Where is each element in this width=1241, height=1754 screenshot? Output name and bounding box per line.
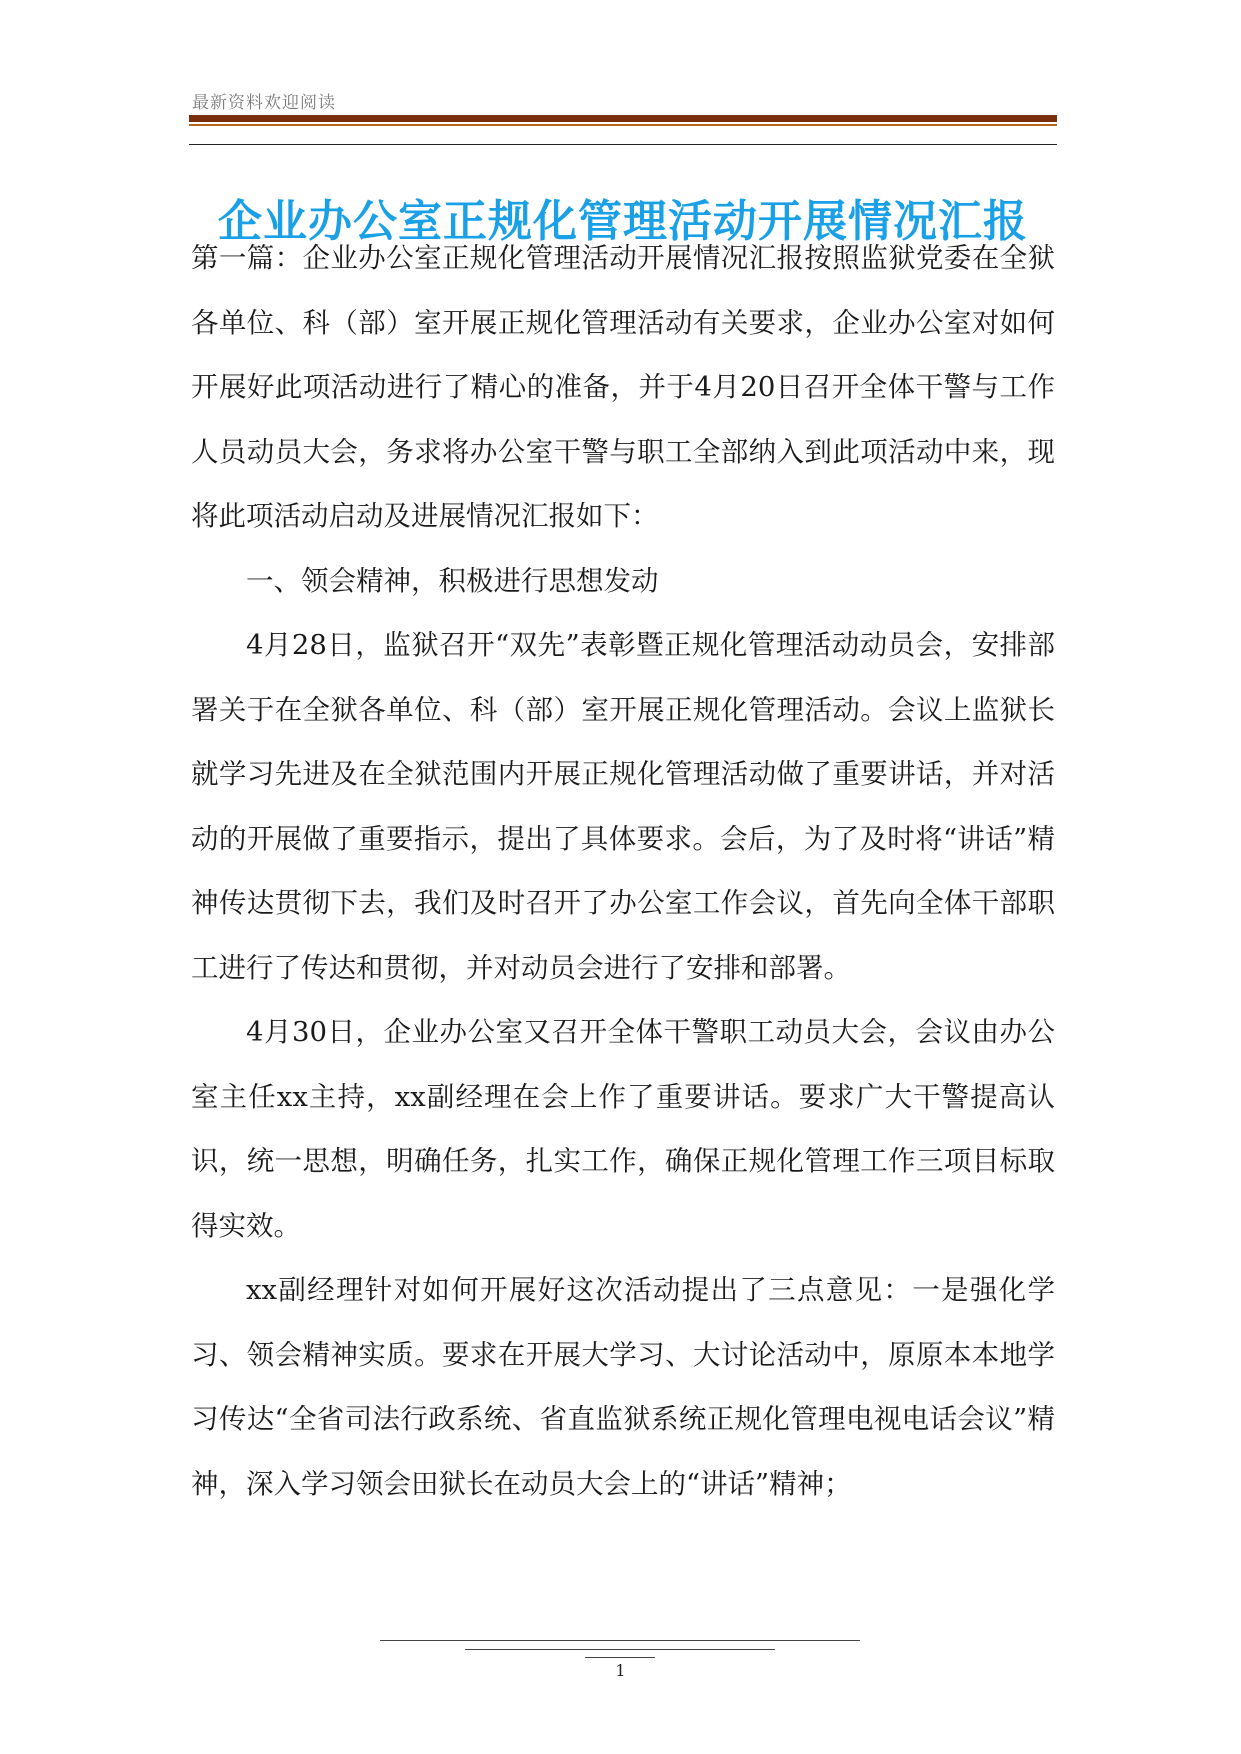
section-heading-1: 一、领会精神，积极进行思想发动 [246, 564, 659, 597]
header-rule-underline [189, 144, 1057, 145]
paragraph-april-28: 4月28日，监狱召开“双先”表彰暨正规化管理活动动员会，安排部署关于在全狱各单位、科（部）室开展正规化管理活动。会议上监狱长就学习先进及在全狱范围内开展正规化管理活动做了重要讲话，并对活动的开展做了重要指示，提出了具体要求。会后，为了及时将“讲话”精神传达贯彻下去，我们及时召开了办公室工作会议，首先向全体干部职工进行了传达和贯彻，并对动员会进行了安排和部署。 [191, 629, 1055, 984]
paragraph-intro: 第一篇：企业办公室正规化管理活动开展情况汇报按照监狱党委在全狱各单位、科（部）室开展正规化管理活动有关要求，企业办公室对如何开展好此项活动进行了精心的准备，并于4月20日召开全体干警与工作人员动员大会，务求将办公室干警与职工全部纳入到此项活动中来，现将此项活动启动及进展情况汇报如下： [191, 242, 1055, 532]
page-number: 1 [615, 1661, 626, 1680]
document-body [191, 226, 1055, 1516]
document-title: 企业办公室正规化管理活动开展情况汇报 [218, 196, 1028, 248]
header-rule-thick [189, 115, 1057, 122]
footer-rule-long [380, 1640, 860, 1641]
header-rule-thin [189, 124, 1057, 126]
header-note: 最新资料欢迎阅读 [192, 93, 336, 113]
footer-rule-medium [465, 1649, 775, 1650]
paragraph-april-30: 4月30日，企业办公室又召开全体干警职工动员大会，会议由办公室主任xx主持，xx副经理在会上作了重要讲话。要求广大干警提高认识，统一思想，明确任务，扎实工作，确保正规化管理工作三项目标取得实效。 [191, 1016, 1055, 1242]
paragraph-three-opinions: xx副经理针对如何开展好这次活动提出了三点意见：一是强化学习、领会精神实质。要求在开展大学习、大讨论活动中，原原本本地学习传达“全省司法行政系统、省直监狱系统正规化管理电视电话会议”精神，深入学习领会田狱长在动员大会上的“讲话”精神； [191, 1274, 1055, 1500]
footer-rule-short [585, 1657, 655, 1658]
